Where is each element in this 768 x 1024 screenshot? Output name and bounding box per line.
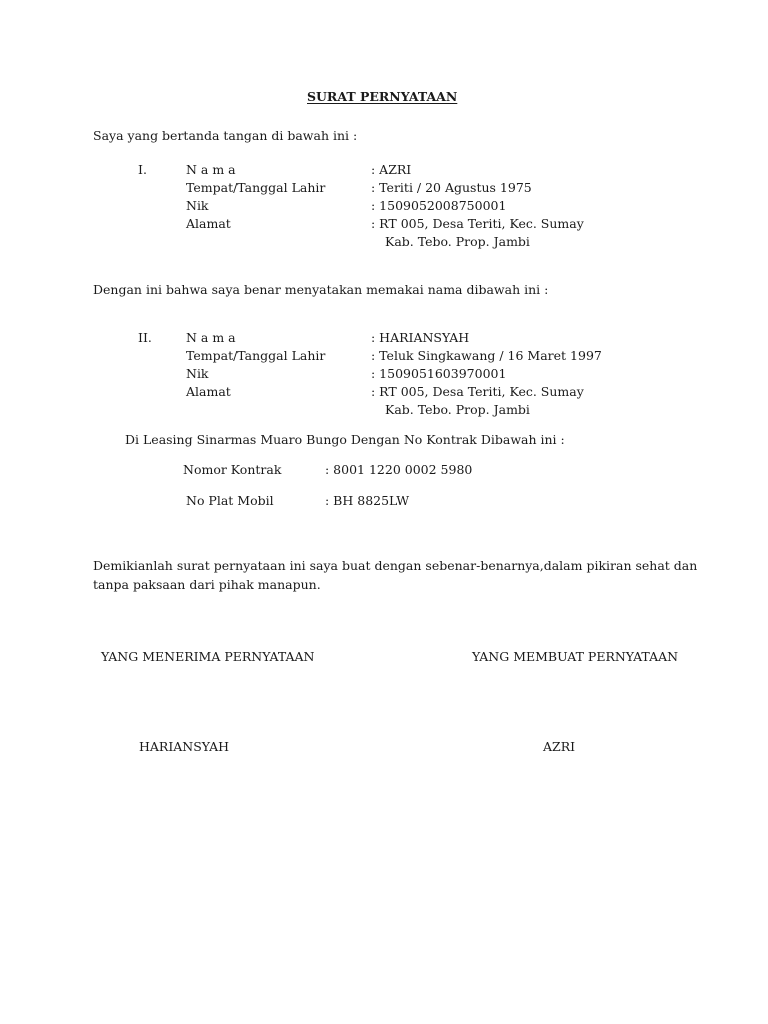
person2-alamat-value-line2: Kab. Tebo. Prop. Jambi (385, 402, 530, 417)
middle-statement: Dengan ini bahwa saya benar menyatakan memakai nama dibawah ini : (93, 282, 549, 297)
intro-text: Saya yang bertanda tangan di bawah ini : (93, 128, 358, 143)
leasing-statement: Di Leasing Sinarmas Muaro Bungo Dengan No Kontrak Dibawah ini : (125, 432, 565, 447)
closing-paragraph-line2: tanpa paksaan dari pihak manapun. (93, 577, 321, 592)
receiver-name: HARIANSYAH (139, 739, 230, 754)
person1-name-label: N a m a (186, 162, 236, 177)
person1-numeral: I. (138, 162, 147, 177)
person1-nik-value: : 1509052008750001 (371, 198, 507, 213)
person1-nik-label: Nik (186, 198, 209, 213)
person2-ttl-label: Tempat/Tanggal Lahir (186, 348, 326, 363)
receiver-heading: YANG MENERIMA PERNYATAAN (101, 649, 315, 664)
person2-name-value: : HARIANSYAH (371, 330, 470, 345)
person2-nik-value: : 1509051603970001 (371, 366, 507, 381)
person2-name-label: N a m a (186, 330, 236, 345)
person2-nik-label: Nik (186, 366, 209, 381)
plate-number-label: No Plat Mobil (186, 493, 274, 508)
maker-name: AZRI (543, 739, 576, 754)
contract-number-label: Nomor Kontrak (183, 462, 282, 477)
person2-ttl-value: : Teluk Singkawang / 16 Maret 1997 (371, 348, 602, 363)
person1-alamat-label: Alamat (186, 216, 231, 231)
person1-alamat-value: : RT 005, Desa Teriti, Kec. Sumay (371, 216, 584, 231)
person2-alamat-label: Alamat (186, 384, 231, 399)
person1-ttl-value: : Teriti / 20 Agustus 1975 (371, 180, 532, 195)
contract-number-value: : 8001 1220 0002 5980 (325, 462, 473, 477)
closing-paragraph-line1: Demikianlah surat pernyataan ini saya buat dengan sebenar-benarnya,dalam pikiran sehat dan (93, 558, 698, 573)
person1-ttl-label: Tempat/Tanggal Lahir (186, 180, 326, 195)
person1-alamat-value-line2: Kab. Tebo. Prop. Jambi (385, 234, 530, 249)
person2-alamat-value: : RT 005, Desa Teriti, Kec. Sumay (371, 384, 584, 399)
person2-numeral: II. (138, 330, 152, 345)
person1-name-value: : AZRI (371, 162, 412, 177)
document-title: SURAT PERNYATAAN (307, 89, 458, 104)
plate-number-value: : BH 8825LW (325, 493, 410, 508)
maker-heading: YANG MEMBUAT PERNYATAAN (472, 649, 679, 664)
